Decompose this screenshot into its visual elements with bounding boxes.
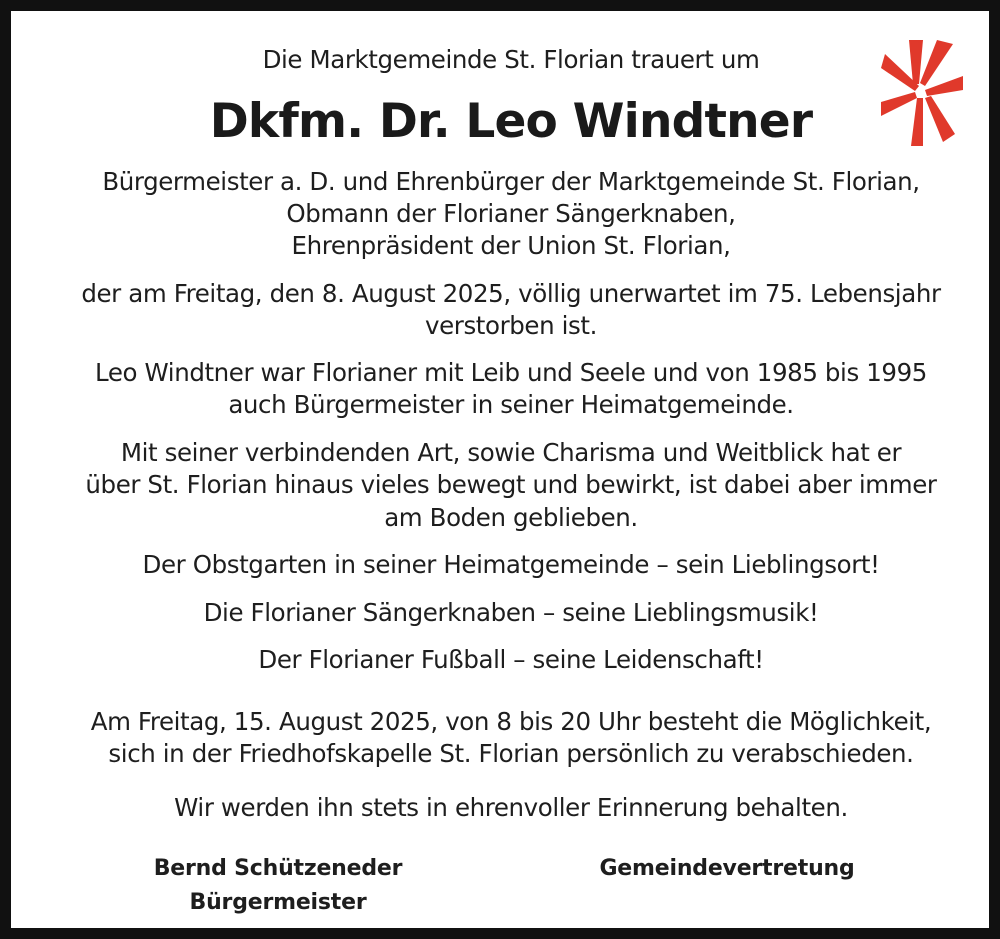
passion-line-2: Die Florianer Sängerknaben – seine Lieblingsmusik! [203, 598, 819, 627]
character-line-2: über St. Florian hinaus vieles bewegt und bewirkt, ist dabei aber immer [85, 470, 937, 499]
st-florian-emblem-icon [879, 38, 963, 148]
death-line-1: der am Freitag, den 8. August 2025, völlig unerwartet im 75. Lebensjahr [81, 279, 941, 308]
death-line-2: verstorben ist. [425, 311, 597, 340]
obituary-notice [22, 22, 1000, 939]
farewell-line-1: Am Freitag, 15. August 2025, von 8 bis 20 Uhr besteht die Möglichkeit, [90, 707, 932, 736]
council-signature: Gemeindevertretung [599, 856, 855, 881]
passion-line-1: Der Obstgarten in seiner Heimatgemeinde – sein Lieblingsort! [142, 550, 880, 579]
character-line-1: Mit seiner verbindenden Art, sowie Charisma und Weitblick hat er [120, 438, 902, 467]
character-line-3: am Boden geblieben. [384, 503, 638, 532]
mayor-name: Bernd Schützeneder [153, 856, 403, 881]
farewell-line-2: sich in der Friedhofskapelle St. Florian persönlich zu verabschieden. [108, 739, 914, 768]
deceased-name: Dkfm. Dr. Leo Windtner [209, 94, 813, 149]
title-line-3: Ehrenpräsident der Union St. Florian, [291, 231, 731, 260]
intro-line: Die Marktgemeinde St. Florian trauert um [262, 45, 760, 74]
title-line-2: Obmann der Florianer Sängerknaben, [286, 199, 736, 228]
bio-line-2: auch Bürgermeister in seiner Heimatgemeinde. [228, 390, 794, 419]
closing-line: Wir werden ihn stets in ehrenvoller Erinnerung behalten. [174, 793, 848, 822]
passion-line-3: Der Florianer Fußball – seine Leidenschaft! [258, 645, 764, 674]
title-line-1: Bürgermeister a. D. und Ehrenbürger der Marktgemeinde St. Florian, [102, 167, 920, 196]
mayor-role: Bürgermeister [189, 890, 367, 915]
bio-line-1: Leo Windtner war Florianer mit Leib und Seele und von 1985 bis 1995 [95, 358, 927, 387]
